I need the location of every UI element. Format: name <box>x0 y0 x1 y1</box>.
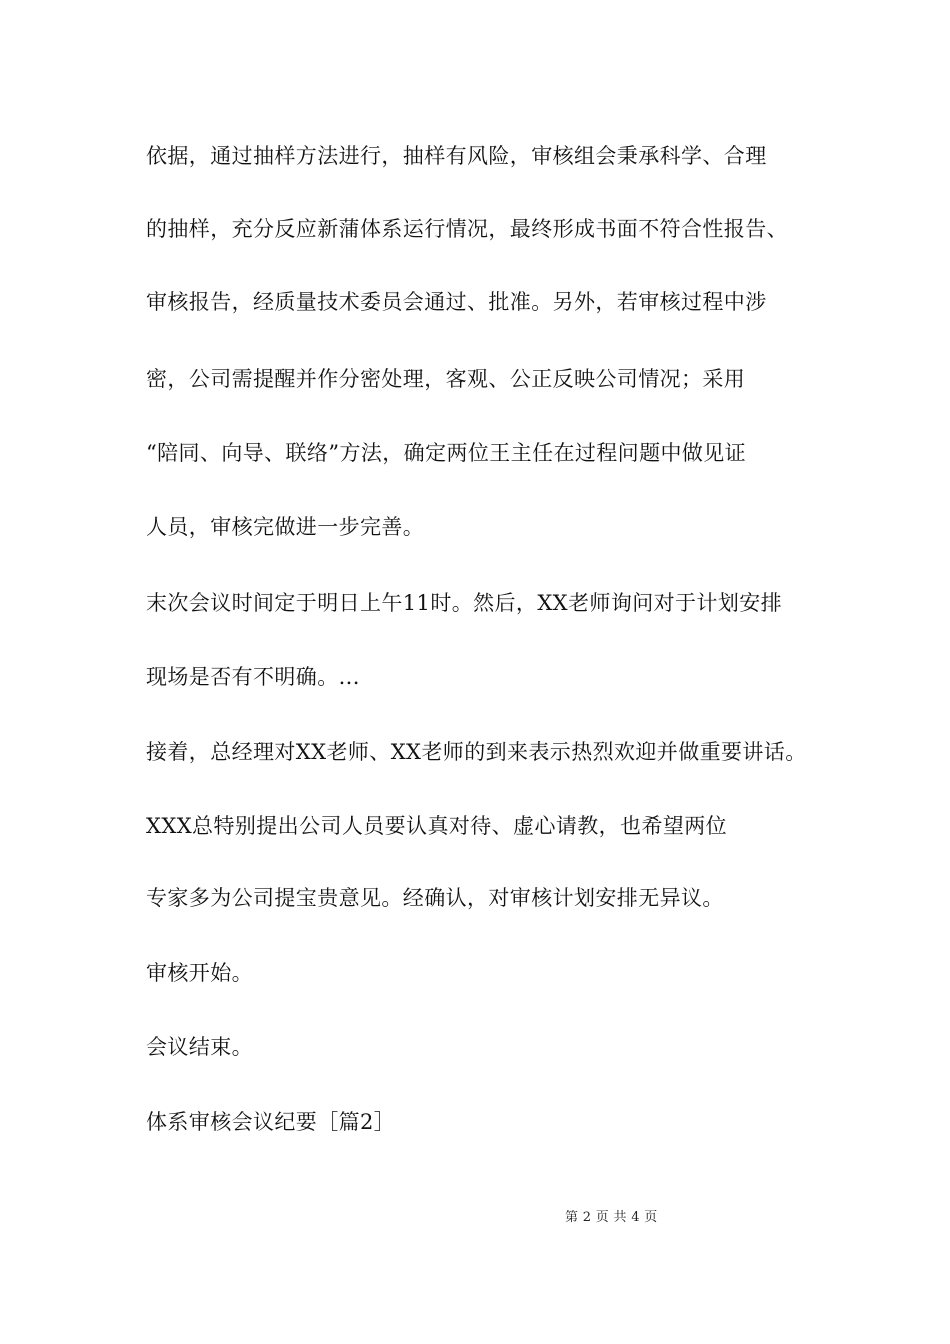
body-text-line: 审核开始。 <box>146 961 253 985</box>
page-number-footer: 第 2 页 共 4 页 <box>565 1210 658 1225</box>
body-text-line: 密，公司需提醒并作分密处理，客观、公正反映公司情况；采用 <box>146 367 746 391</box>
body-text-line: 审核报告，经质量技术委员会通过、批准。另外，若审核过程中涉 <box>146 290 767 314</box>
body-text-line: 会议结束。 <box>146 1035 253 1059</box>
body-text-line: XXX总特别提出公司人员要认真对待、虚心请教，也希望两位 <box>146 814 728 838</box>
section-heading: 体系审核会议纪要［篇2］ <box>146 1110 396 1134</box>
body-text-line: 的抽样，充分反应新蒲体系运行情况，最终形成书面不符合性报告、 <box>146 217 788 241</box>
body-text-line: 接着，总经理对XX老师、XX老师的到来表示热烈欢迎并做重要讲话。 <box>146 740 807 764</box>
body-text-line: 末次会议时间定于明日上午11时。然后，XX老师询问对于计划安排 <box>146 591 783 615</box>
body-text-line: 人员，审核完做进一步完善。 <box>146 515 425 539</box>
body-text-line: “陪同、向导、联络”方法，确定两位王主任在过程问题中做见证 <box>146 441 747 465</box>
body-text-line: 专家多为公司提宝贵意见。经确认，对审核计划安排无异议。 <box>146 886 724 910</box>
body-text-line: 现场是否有不明确。... <box>146 665 360 689</box>
body-text-line: 依据，通过抽样方法进行，抽样有风险，审核组会秉承科学、合理 <box>146 144 767 168</box>
